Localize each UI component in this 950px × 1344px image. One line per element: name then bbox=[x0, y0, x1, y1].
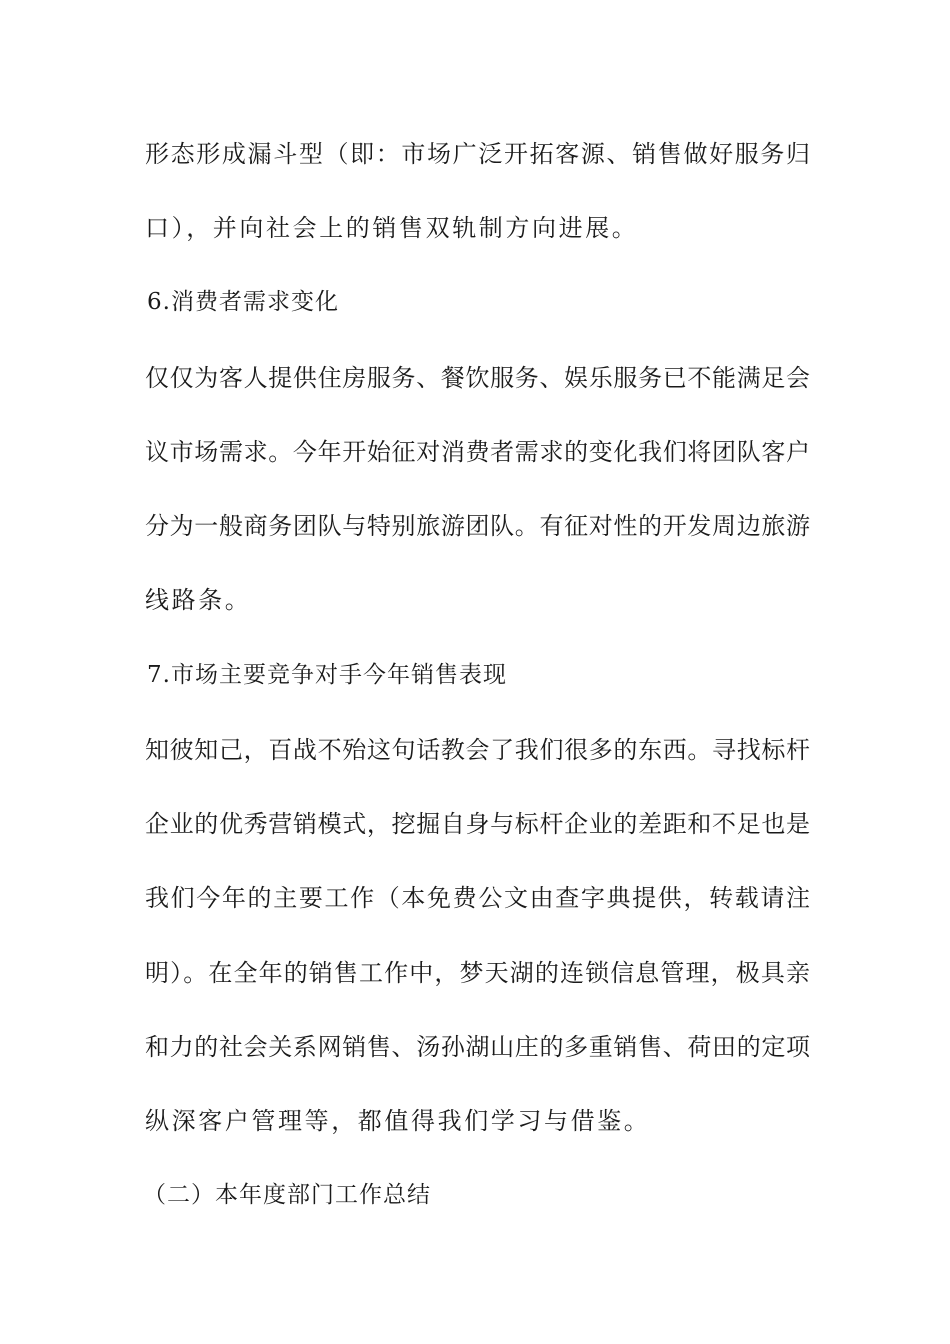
paragraph-3-line-2: 企业的优秀营销模式，挖掘自身与标杆企业的差距和不足也是 bbox=[145, 810, 810, 838]
heading-6: 6.消费者需求变化 bbox=[147, 289, 339, 315]
paragraph-3-line-3: 我们今年的主要工作（本免费公文由查字典提供，转载请注 bbox=[145, 884, 810, 912]
paragraph-1-line-2: 口），并向社会上的销售双轨制方向进展。 bbox=[145, 214, 639, 242]
paragraph-2-line-1: 仅仅为客人提供住房服务、餐饮服务、娱乐服务已不能满足会 bbox=[145, 364, 810, 392]
paragraph-3-line-5: 和力的社会关系网销售、汤孙湖山庄的多重销售、荷田的定项 bbox=[145, 1033, 810, 1061]
paragraph-2-line-4: 线路条。 bbox=[145, 586, 252, 614]
paragraph-2-line-3: 分为一般商务团队与特别旅游团队。有征对性的开发周边旅游 bbox=[145, 512, 810, 540]
paragraph-1-line-1: 形态形成漏斗型（即：市场广泛开拓客源、销售做好服务归 bbox=[145, 140, 810, 168]
heading-7: 7.市场主要竞争对手今年销售表现 bbox=[147, 662, 507, 688]
paragraph-3-line-4: 明）。在全年的销售工作中，梦天湖的连锁信息管理，极具亲 bbox=[145, 959, 810, 987]
paragraph-3-line-1: 知彼知己，百战不殆这句话教会了我们很多的东西。寻找标杆 bbox=[145, 736, 810, 764]
section-heading: （二）本年度部门工作总结 bbox=[143, 1182, 431, 1208]
paragraph-2-line-2: 议市场需求。今年开始征对消费者需求的变化我们将团队客户 bbox=[145, 438, 810, 466]
paragraph-3-line-6: 纵深客户管理等，都值得我们学习与借鉴。 bbox=[145, 1107, 651, 1135]
